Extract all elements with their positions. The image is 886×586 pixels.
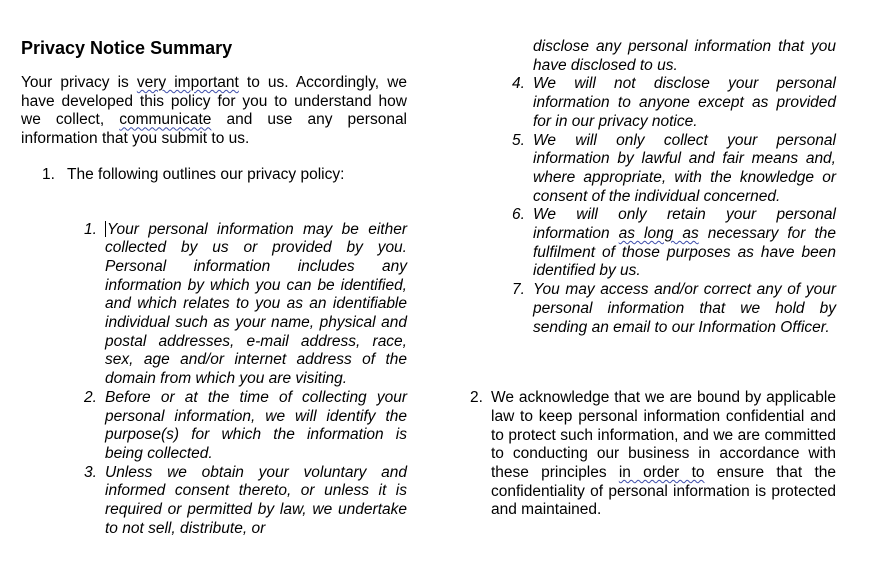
list-number: 5.	[512, 131, 525, 149]
sub-list-item-3-text: Unless we obtain your voluntary and informed consent thereto, or unless it is required or permitted by law, we undertake to not sell, distribute, or	[105, 463, 407, 537]
spelling-flag-very-important[interactable]: very important	[136, 74, 239, 91]
sub-list-item-4-text: We will not disclose your personal information to anyone except as provided for in our privacy notice.	[533, 75, 836, 130]
page-title: Privacy Notice Summary	[21, 38, 233, 58]
spelling-flag-communicate[interactable]: communicate	[119, 111, 212, 129]
sub-list-item-1	[21, 221, 407, 389]
main-list	[21, 166, 407, 185]
sub-list-item-2	[21, 389, 407, 464]
sub-list-item-6-text-b: necessary for the fulfilment of those purposes as have been identified by us.	[533, 225, 836, 280]
sub-list-item-5-text: We will only collect your personal information by lawful and fair means and, where appropriate, with the knowledge or consent of the individual concerned.	[533, 131, 836, 205]
sub-list-item-6-text-a: We will only retain your personal information	[533, 206, 836, 243]
main-list-item-1-text: The following outlines our privacy policy:	[67, 165, 345, 183]
list-number: 1.	[84, 220, 97, 238]
main-list-item-2-text-a: We acknowledge that we are bound by applicable law to keep personal information confidential and to protect such information, and we are committed to conducting our business in accordance with these principles	[491, 389, 836, 482]
main-list-continued	[467, 389, 836, 520]
intro-text-1: Your privacy is	[21, 74, 137, 91]
main-list-item-2-text-b: ensure that the confidentiality of personal information is protected and maintained.	[491, 464, 836, 519]
spelling-flag-as-long-as[interactable]: as long as	[618, 225, 699, 243]
list-number: 7.	[512, 281, 525, 299]
list-number: 2.	[84, 388, 97, 406]
list-number: 2.	[470, 389, 483, 407]
sub-list-item-7-text: You may access and/or correct any of your personal information that we hold by sending an email to our Information Officer.	[533, 281, 836, 336]
list-number: 6.	[512, 206, 525, 224]
intro-text-2: to us. Accordingly, we have developed this policy for you to understand how we collect,	[21, 74, 408, 129]
sub-list-item-5	[467, 132, 836, 207]
intro-text-3: and use any personal information that you submit to us.	[21, 111, 408, 148]
left-column	[21, 36, 407, 538]
text-cursor	[105, 221, 106, 237]
sub-list-item-1-text: Your personal information may be either collected by us or provided by you. Personal information includes any information by which you can be identified, and which relates to you as an identifiable individual such as your name, physical and postal addresses, e-mail address, race, sex, age and/or internet address of the domain from which you are visiting.	[105, 220, 407, 388]
list-number: 1.	[42, 165, 55, 183]
sub-list-item-6	[467, 206, 836, 281]
sub-list-item-7	[467, 281, 836, 337]
sub-list-item-3-continuation: disclose any personal information that you have disclosed to us.	[533, 38, 836, 74]
list-number: 4.	[512, 75, 525, 93]
main-list-item-2	[467, 389, 836, 520]
list-number: 3.	[84, 463, 97, 481]
right-column	[467, 38, 836, 520]
spelling-flag-in-order-to[interactable]: in order to	[618, 464, 705, 482]
sub-list-right	[467, 75, 836, 337]
sub-list-left	[21, 221, 407, 539]
main-list-item-1	[21, 166, 407, 185]
sub-list-item-4	[467, 75, 836, 131]
sub-list-item-2-text: Before or at the time of collecting your personal information, we will identify the purpose(s) for which the information is being collected.	[105, 388, 407, 462]
sub-list-item-3	[21, 464, 407, 539]
intro-paragraph	[21, 74, 407, 149]
